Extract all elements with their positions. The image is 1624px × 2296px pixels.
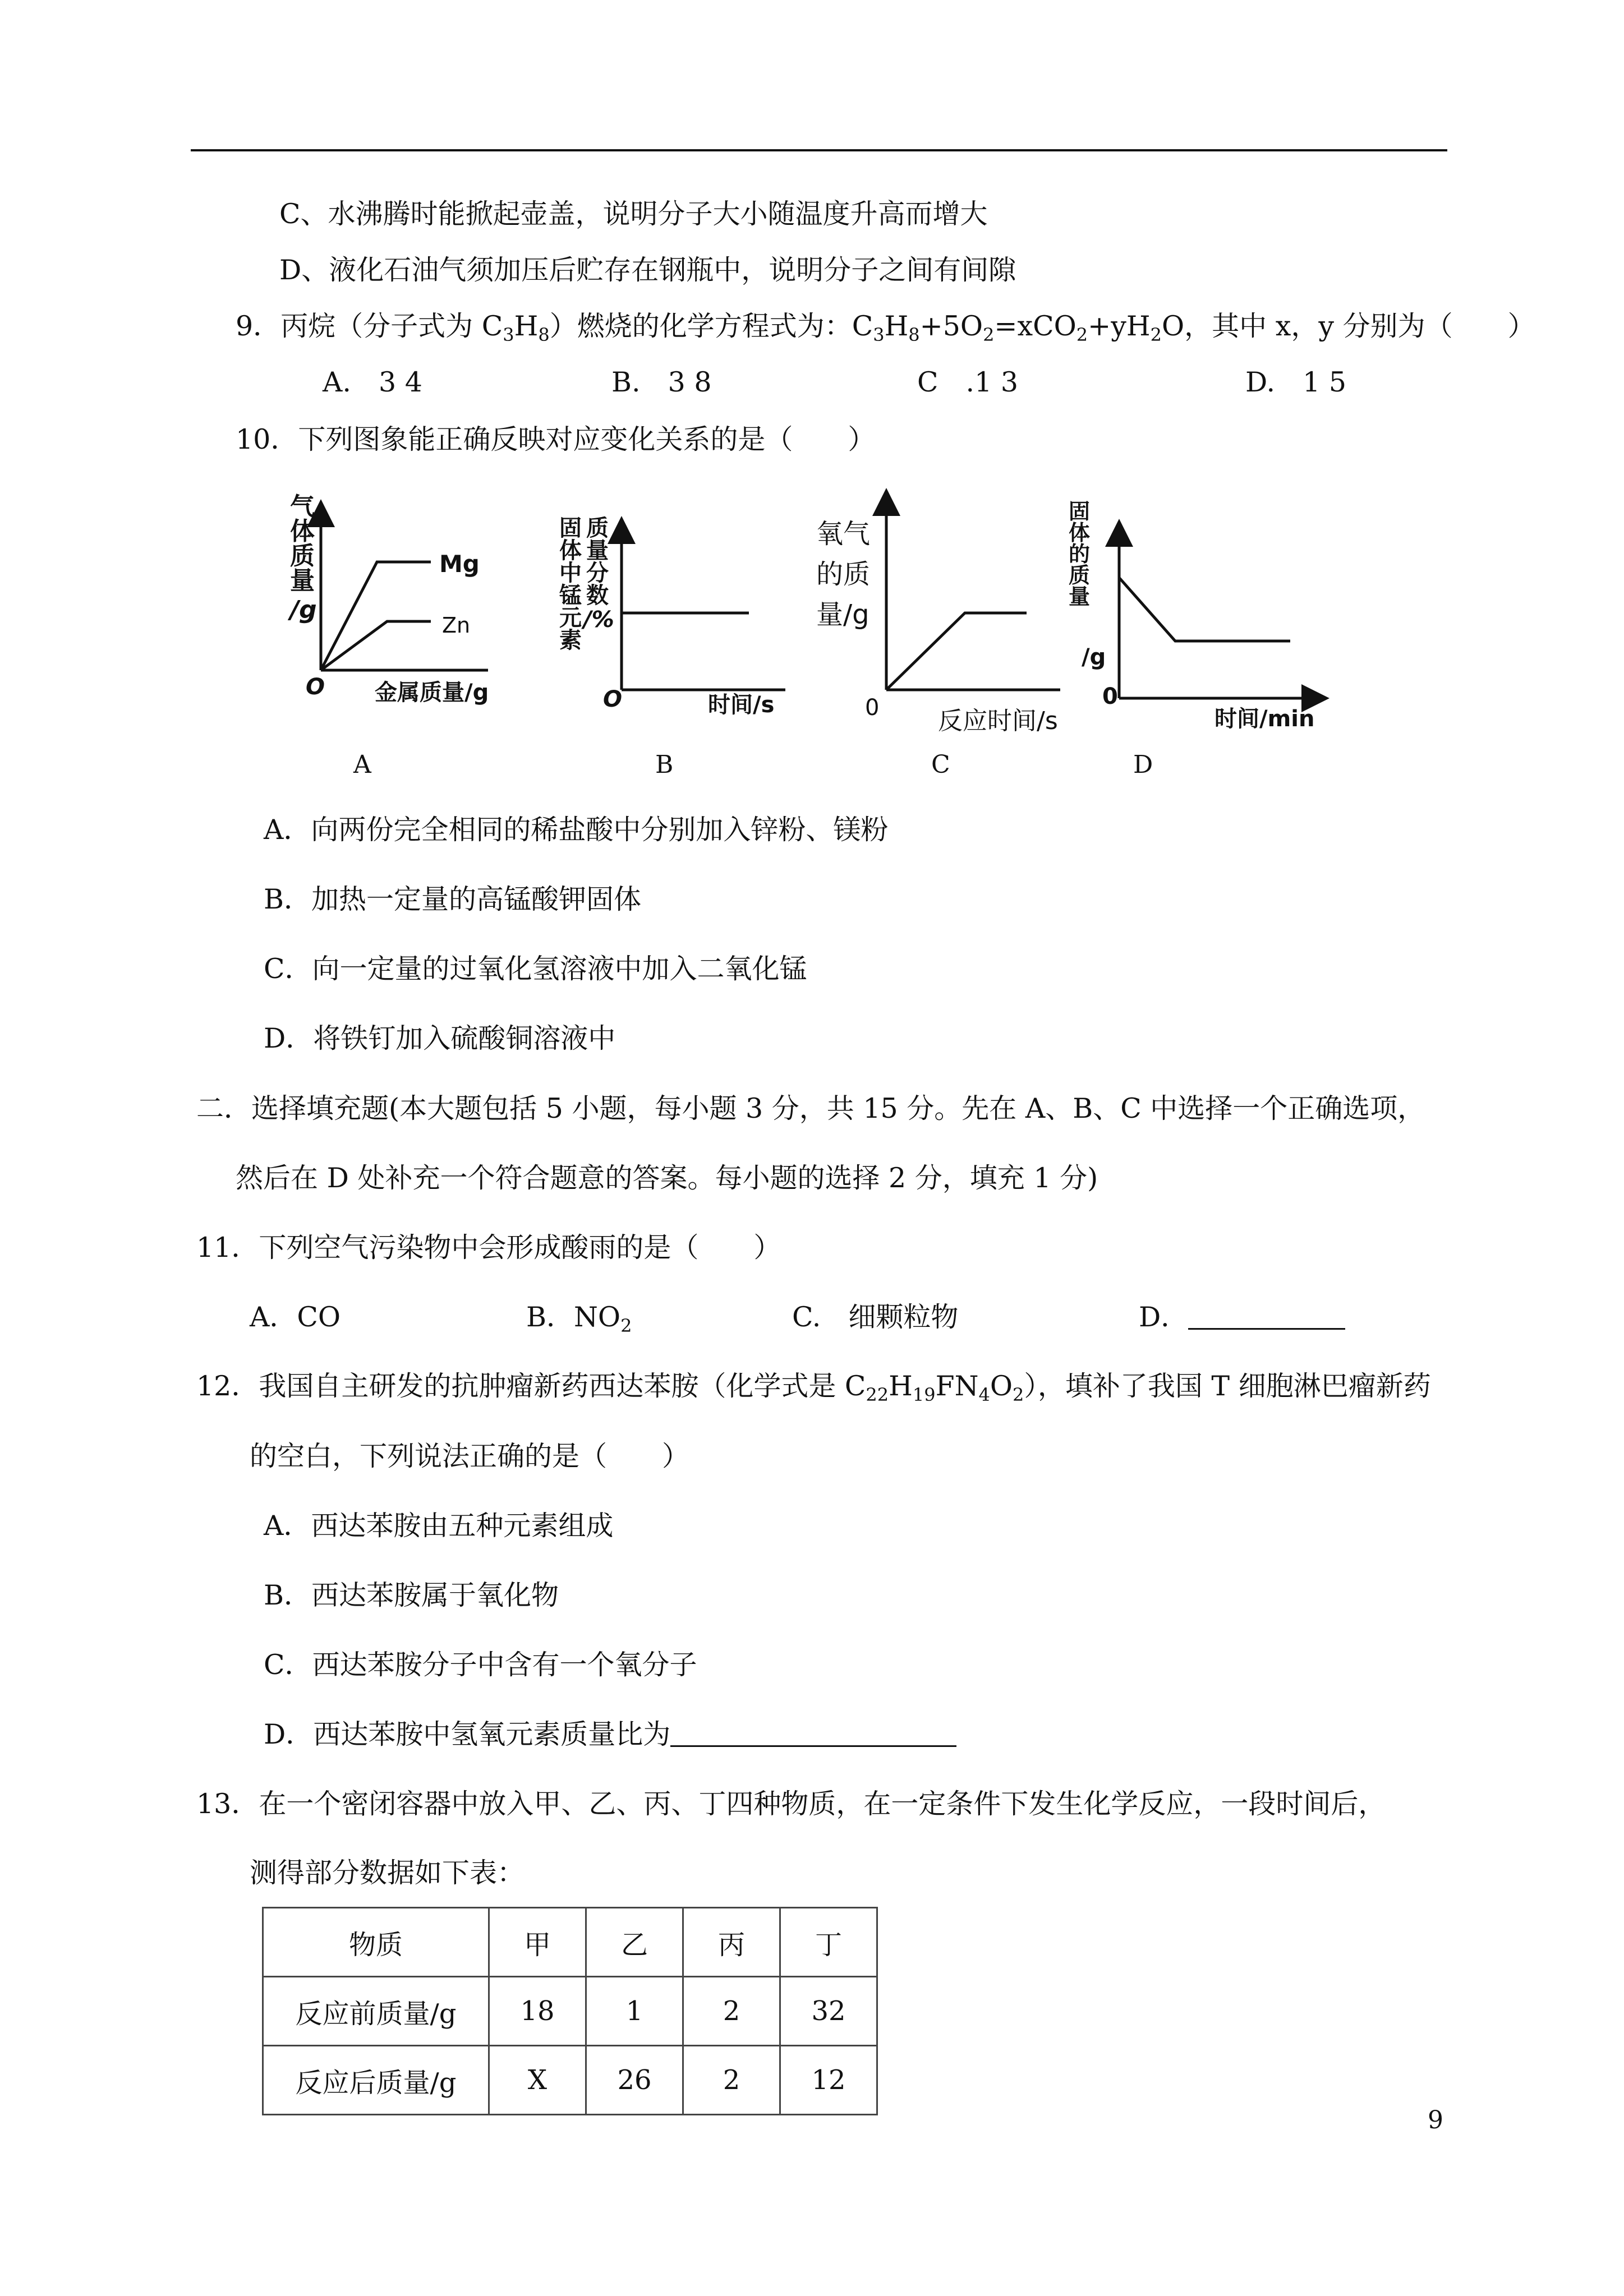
table-row (263, 1908, 877, 1977)
q12-option-b: B．西达苯胺属于氧化物 (264, 1579, 559, 1611)
q11-stem: 11．下列空气污染物中会形成酸雨的是（ ） (196, 1232, 781, 1264)
table-cell: 反应前质量/g (263, 1977, 489, 2046)
graph-label-d: D (1133, 750, 1153, 779)
q12-stem-line2: 的空白，下列说法正确的是（ ） (250, 1440, 690, 1472)
table-cell: 12 (780, 2046, 877, 2115)
graph-c-ylabel-2: 的质 (816, 559, 871, 590)
q10-option-a: A．向两份完全相同的稀盐酸中分别加入锌粉、镁粉 (264, 814, 889, 846)
q12-answer-blank[interactable] (670, 1717, 956, 1747)
graph-d-line (1119, 578, 1290, 641)
q13-stem-line1: 13．在一个密闭容器中放入甲、乙、丙、丁四种物质，在一定条件下发生化学反应，一段时间后， (196, 1788, 1386, 1820)
graph-c-axes (886, 494, 1060, 690)
graph-d-origin: 0 (1102, 684, 1118, 709)
table-cell: X (489, 2046, 586, 2115)
q8-option-c: C、水沸腾时能掀起壶盖，说明分子大小随温度升高而增大 (279, 198, 988, 230)
q11-option-d: D． (1139, 1299, 1345, 1335)
graph-a-ylabel-3: 质 (290, 542, 315, 570)
q10-graphs (0, 0, 1624, 785)
q12-option-a: A．西达苯胺由五种元素组成 (264, 1510, 614, 1542)
graph-d-ylabel-3: 的 (1069, 542, 1091, 566)
q10-stem: 10．下列图象能正确反映对应变化关系的是（ ） (236, 423, 876, 455)
graph-b-ylabel-l4: 锰 (559, 583, 582, 608)
q12-option-d: D．西达苯胺中氢氧元素质量比为 (264, 1717, 956, 1753)
q11-option-c: C. 细颗粒物 (792, 1301, 959, 1333)
page-number: 9 (1428, 2106, 1443, 2134)
graph-a-series-zn: Zn (442, 613, 471, 638)
graph-b-ylabel-r4: 数 (586, 583, 609, 608)
table-cell: 18 (489, 1977, 586, 2046)
q8-option-d: D、液化石油气须加压后贮存在钢瓶中，说明分子之间有间隙 (279, 254, 1016, 286)
table-header-cell: 丙 (683, 1908, 780, 1977)
q9-stem: 9．丙烷（分子式为 $C_3H_8$）燃烧的化学方程式为：$C_3H_8+5O_2=xCO_2+yH_2O$，其中 x，y 分别为（ ） (236, 310, 1535, 345)
graph-a-lines (321, 562, 431, 670)
q10-option-d: D．将铁钉加入硫酸铜溶液中 (264, 1022, 616, 1054)
table-cell: 32 (780, 1977, 877, 2046)
graph-a-xlabel: 金属质量/g (375, 680, 489, 706)
graph-b-ylabel-r1: 质 (586, 515, 609, 541)
table-header-cell: 物质 (263, 1908, 489, 1977)
graph-b-axes (622, 522, 785, 690)
graph-d-ylabel-4: 质 (1069, 563, 1091, 588)
graph-label-a: A (353, 750, 371, 779)
graph-c-origin: 0 (865, 695, 880, 721)
graph-a-origin: O (306, 674, 325, 700)
q12-stem: 12．我国自主研发的抗肿瘤新药西达苯胺（化学式是 $C_{22}H_{19}FN_4O_2$），填补了我国 T 细胞淋巴瘤新药 (196, 1370, 1431, 1405)
q11-option-b: B．$NO_2$ (526, 1301, 632, 1336)
graph-b-ylabel-l3: 中 (559, 560, 582, 586)
graph-b-ylabel-r5: /% (583, 607, 614, 633)
graph-d-ylabel-1: 固 (1069, 499, 1091, 524)
q10-option-c: C．向一定量的过氧化氢溶液中加入二氧化锰 (264, 953, 807, 985)
graph-c-xlabel: 反应时间/s (938, 707, 1058, 735)
graph-label-c: C (931, 750, 950, 779)
graph-b-ylabel-l6: 素 (559, 628, 582, 653)
graph-a-series-mg: Mg (439, 550, 480, 578)
q9-option-c: C .1 3 (917, 366, 1018, 398)
table-row (263, 1977, 877, 2046)
q9-option-a: A. 3 4 (323, 366, 422, 398)
graph-a-ylabel-5: /g (290, 596, 317, 624)
q9-option-d: D. 1 5 (1245, 366, 1347, 398)
graph-a-axes (321, 505, 488, 670)
graph-a-ylabel-2: 体 (290, 517, 315, 546)
table-header-cell: 乙 (586, 1908, 683, 1977)
q13-stem-line2: 测得部分数据如下表： (250, 1857, 525, 1889)
table-row (263, 2046, 877, 2115)
graph-d-ylabel-2: 体 (1069, 520, 1091, 545)
graph-label-b: B (655, 750, 674, 779)
graph-c-line (886, 613, 1027, 690)
graph-d-yunit: /g (1082, 644, 1106, 670)
q13-data-table (262, 1907, 878, 2115)
graph-c-ylabel-1: 氧气 (816, 518, 871, 550)
graph-b-ylabel-l1: 固 (559, 515, 582, 541)
table-header-cell: 甲 (489, 1908, 586, 1977)
graph-a-ylabel-1: 气 (290, 492, 315, 521)
graph-a-ylabel-4: 量 (290, 566, 315, 595)
graph-b-ylabel-l5: 元 (559, 605, 582, 631)
table-header-cell: 丁 (780, 1908, 877, 1977)
q11-answer-blank[interactable] (1188, 1300, 1345, 1330)
graph-b-origin: O (603, 686, 623, 712)
graph-c-ylabel-3: 量/g (816, 599, 869, 630)
q9-option-b: B. 3 8 (611, 366, 712, 398)
graph-d-ylabel-5: 量 (1069, 584, 1091, 609)
table-cell: 2 (683, 2046, 780, 2115)
graph-b-xlabel: 时间/s (708, 692, 775, 718)
q10-option-b: B．加热一定量的高锰酸钾固体 (264, 883, 642, 915)
q11-option-a: A．CO (250, 1301, 341, 1333)
q12-option-c: C．西达苯胺分子中含有一个氧分子 (264, 1649, 697, 1681)
table-cell: 1 (586, 1977, 683, 2046)
section2-line2: 然后在 D 处补充一个符合题意的答案。每小题的选择 2 分，填充 1 分) (236, 1162, 1098, 1194)
section2-line1: 二．选择填充题(本大题包括 5 小题，每小题 3 分，共 15 分。先在 A、B、C 中选择一个正确选项， (196, 1092, 1425, 1124)
table-cell: 26 (586, 2046, 683, 2115)
graph-d-xlabel: 时间/min (1214, 706, 1315, 732)
table-cell: 2 (683, 1977, 780, 2046)
graph-b-ylabel-l2: 体 (559, 538, 582, 564)
graph-b-ylabel-r3: 分 (586, 560, 609, 586)
graph-b-ylabel-r2: 量 (586, 538, 609, 564)
table-cell: 反应后质量/g (263, 2046, 489, 2115)
